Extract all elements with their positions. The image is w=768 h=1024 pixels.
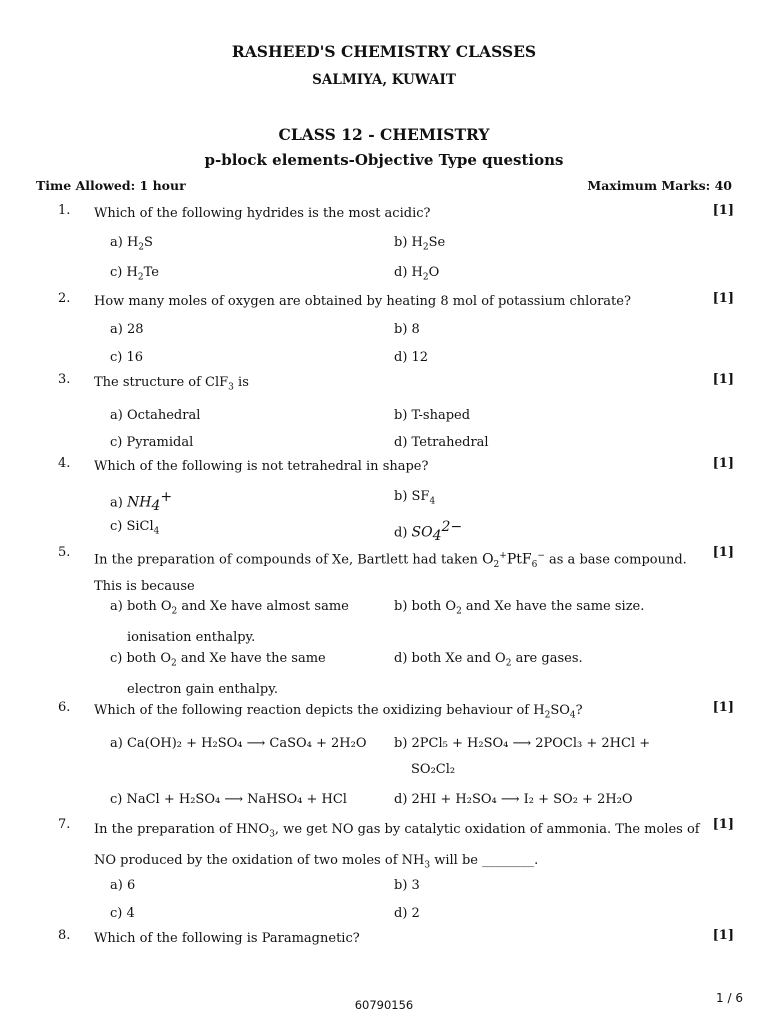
question-number: 4. — [58, 456, 71, 471]
option-d[interactable]: d) $H_2O$ — [394, 265, 440, 283]
time-allowed: Time Allowed: 1 hour — [36, 178, 186, 193]
question-text: Which of the following hydrides is the most acidic? — [94, 206, 431, 221]
option-b[interactable]: b) 3 — [394, 878, 420, 893]
institute-name: RASHEED'S CHEMISTRY CLASSES — [231, 42, 537, 61]
option-c[interactable]: c) SiCl$_4$ — [110, 519, 160, 537]
question-text: Which of the following is Paramagnetic? — [94, 931, 360, 946]
option-c[interactable]: c) 16 — [110, 350, 144, 365]
option-d[interactable]: d) $SO_4^{2-}$ — [394, 519, 463, 544]
question-text: How many moles of oxygen are obtained by heating 8 mol of potassium chlorate? — [94, 294, 631, 309]
question-number: 3. — [58, 372, 71, 387]
option-b[interactable]: b) $H_2Se$ — [394, 235, 446, 253]
question-number: 2. — [58, 291, 71, 306]
option-b[interactable]: b) both $O_2$ and Xe have the same size. — [394, 599, 645, 617]
question-mark: [1] — [712, 372, 734, 387]
question-text: In the preparation of compounds of Xe, Bartlett had taken $O_2^+PtF_6^-$ as a base compound. This is because — [94, 551, 687, 594]
option-c[interactable]: c) both $O_2$ and Xe have the same electron gain enthalpy. — [110, 651, 326, 697]
question-text: Which of the following reaction depicts the oxidizing behaviour of $H_2SO_4$? — [94, 703, 583, 721]
option-c[interactable]: c) Pyramidal — [110, 435, 194, 450]
question-number: 8. — [58, 928, 71, 943]
question-number: 1. — [58, 203, 71, 218]
question-text: In the preparation of $HNO_3$, we get NO gas by catalytic oxidation of ammonia. The moles of NO produced by the oxidation of two moles of $NH_3$ will be ________. — [94, 822, 700, 871]
option-b[interactable]: b) 2PCl₅ + H₂SO₄ ⟶ 2POCl₃ + 2HCl + SO₂Cl₂ — [394, 736, 651, 777]
question-mark: [1] — [712, 456, 734, 471]
option-a[interactable]: a) 6 — [110, 878, 136, 893]
question-mark: [1] — [712, 700, 734, 715]
option-a[interactable]: a) both $O_2$ and Xe have almost same ionisation enthalpy. — [110, 599, 349, 645]
option-d[interactable]: d) 2HI + H₂SO₄ ⟶ I₂ + SO₂ + 2H₂O — [394, 792, 633, 807]
class-title: CLASS 12 - CHEMISTRY — [278, 125, 490, 144]
option-b[interactable]: b) 8 — [394, 322, 420, 337]
option-b[interactable]: b) $SF_4$ — [394, 489, 436, 507]
option-a[interactable]: a) 28 — [110, 322, 144, 337]
option-c[interactable]: c) $H_2Te$ — [110, 265, 159, 283]
question-mark: [1] — [712, 545, 734, 560]
option-d[interactable]: d) 12 — [394, 350, 429, 365]
topic-title: p-block elements-Objective Type questions — [204, 151, 564, 169]
option-b[interactable]: b) T-shaped — [394, 408, 471, 423]
option-d[interactable]: d) Tetrahedral — [394, 435, 489, 450]
option-c[interactable]: c) 4 — [110, 906, 135, 921]
question-text: Which of the following is not tetrahedral in shape? — [94, 459, 429, 474]
question-number: 7. — [58, 817, 71, 832]
page-number: 1 / 6 — [716, 991, 743, 1005]
option-c[interactable]: c) NaCl + H₂SO₄ ⟶ NaHSO₄ + HCl — [110, 792, 347, 807]
question-text: The structure of ClF$_3$ is — [94, 375, 249, 393]
option-a[interactable]: a) $NH_4^+$ — [110, 489, 173, 514]
question-mark: [1] — [712, 203, 734, 218]
maximum-marks: Maximum Marks: 40 — [587, 178, 732, 193]
question-mark: [1] — [712, 928, 734, 943]
question-mark: [1] — [712, 291, 734, 306]
option-a[interactable]: a) Octahedral — [110, 408, 201, 423]
option-d[interactable]: d) both Xe and $O_2$ are gases. — [394, 651, 583, 669]
document-code: 60790156 — [354, 998, 414, 1012]
option-a[interactable]: a) Ca(OH)₂ + H₂SO₄ ⟶ CaSO₄ + 2H₂O — [110, 736, 367, 751]
option-d[interactable]: d) 2 — [394, 906, 420, 921]
option-a[interactable]: a) $H_2S$ — [110, 235, 153, 253]
question-number: 6. — [58, 700, 71, 715]
question-number: 5. — [58, 545, 71, 560]
question-mark: [1] — [712, 817, 734, 832]
institute-location: SALMIYA, KUWAIT — [312, 72, 456, 88]
